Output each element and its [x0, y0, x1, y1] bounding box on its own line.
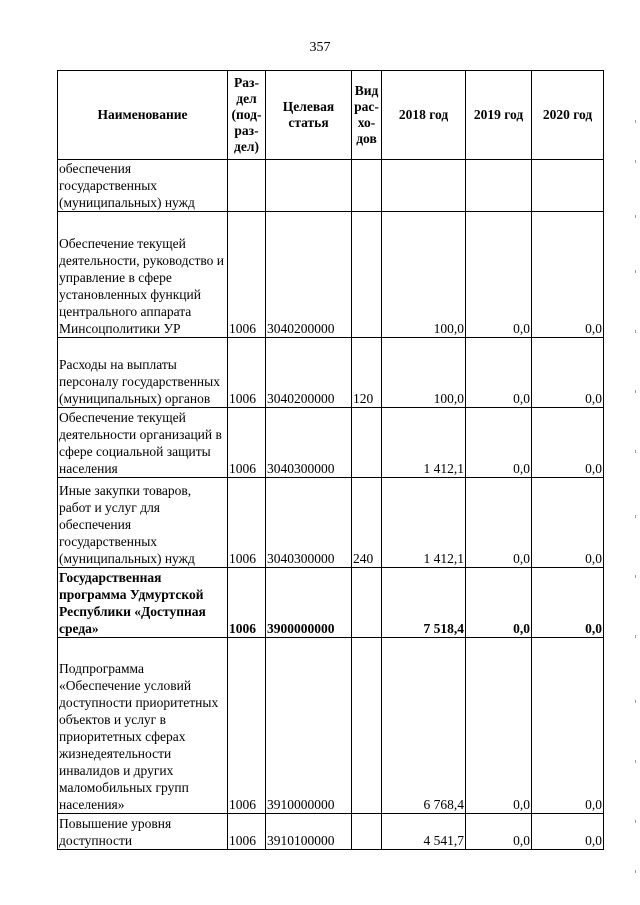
row-2019: 0,0 [466, 408, 532, 478]
row-section: 1006 [228, 212, 266, 338]
row-2018: 6 768,4 [382, 638, 466, 814]
row-2018: 4 541,7 [382, 814, 466, 850]
row-2019: 0,0 [466, 212, 532, 338]
row-section: 1006 [228, 478, 266, 568]
row-2020: 0,0 [532, 408, 604, 478]
row-2019: 0,0 [466, 814, 532, 850]
row-target: 3040200000 [266, 212, 352, 338]
table-header-row [58, 71, 604, 160]
row-2018: 7 518,4 [382, 568, 466, 638]
row-target [266, 160, 352, 212]
table-row [58, 638, 604, 814]
row-2020 [532, 160, 604, 212]
row-section: 1006 [228, 638, 266, 814]
row-name: Подпрограмма «Обеспечение условий доступности приоритетных объектов и услуг в приоритетных сферах жизнедеятельности инвалидов и других маломобильных групп населения» [58, 638, 228, 814]
table-row [58, 568, 604, 638]
col-header-2018: 2018 год [382, 71, 466, 160]
row-name: Государственная программа Удмуртской Республики «Доступная среда» [58, 568, 228, 638]
row-2020: 0,0 [532, 814, 604, 850]
col-header-2019: 2019 год [466, 71, 532, 160]
row-type: 240 [352, 478, 382, 568]
row-section: 1006 [228, 568, 266, 638]
table-row [58, 814, 604, 850]
row-target: 3040300000 [266, 408, 352, 478]
row-2019: 0,0 [466, 338, 532, 408]
row-2019 [466, 160, 532, 212]
row-type: 120 [352, 338, 382, 408]
budget-table [57, 70, 604, 850]
row-2020: 0,0 [532, 212, 604, 338]
row-target: 3900000000 [266, 568, 352, 638]
row-target: 3910100000 [266, 814, 352, 850]
row-name: Обеспечение текущей деятельности организаций в сфере социальной защиты населения [58, 408, 228, 478]
row-2019: 0,0 [466, 478, 532, 568]
table-row [58, 338, 604, 408]
col-header-expense-type: Вид рас- хо- дов [352, 71, 382, 160]
row-2020: 0,0 [532, 638, 604, 814]
row-2018: 1 412,1 [382, 408, 466, 478]
table-row [58, 160, 604, 212]
row-section: 1006 [228, 814, 266, 850]
table-row [58, 408, 604, 478]
table-row [58, 478, 604, 568]
row-name: Обеспечение текущей деятельности, руководство и управление в сфере установленных функций центрального аппарата Минсоцполитики УР [58, 212, 228, 338]
row-name: обеспечения государственных (муниципальных) нужд [58, 160, 228, 212]
row-section: 1006 [228, 338, 266, 408]
col-header-name: Наименование [58, 71, 228, 160]
row-target: 3910000000 [266, 638, 352, 814]
row-type [352, 212, 382, 338]
row-name: Иные закупки товаров, работ и услуг для обеспечения государственных (муниципальных) нужд [58, 478, 228, 568]
row-type [352, 160, 382, 212]
row-target: 3040300000 [266, 478, 352, 568]
scan-edge-marks [634, 120, 636, 880]
row-type [352, 408, 382, 478]
col-header-target: Целевая статья [266, 71, 352, 160]
row-2018: 100,0 [382, 212, 466, 338]
row-2018: 100,0 [382, 338, 466, 408]
row-section [228, 160, 266, 212]
row-2019: 0,0 [466, 568, 532, 638]
row-type [352, 638, 382, 814]
row-target: 3040200000 [266, 338, 352, 408]
table-row [58, 212, 604, 338]
col-header-2020: 2020 год [532, 71, 604, 160]
col-header-section: Раз- дел (под- раз- дел) [228, 71, 266, 160]
row-2020: 0,0 [532, 478, 604, 568]
row-section: 1006 [228, 408, 266, 478]
row-2020: 0,0 [532, 338, 604, 408]
row-type [352, 814, 382, 850]
row-2018: 1 412,1 [382, 478, 466, 568]
row-2019: 0,0 [466, 638, 532, 814]
row-2018 [382, 160, 466, 212]
page-number: 357 [309, 40, 331, 55]
row-name: Повышение уровня доступности [58, 814, 228, 850]
row-type [352, 568, 382, 638]
row-name: Расходы на выплаты персоналу государственных (муниципальных) органов [58, 338, 228, 408]
row-2020: 0,0 [532, 568, 604, 638]
